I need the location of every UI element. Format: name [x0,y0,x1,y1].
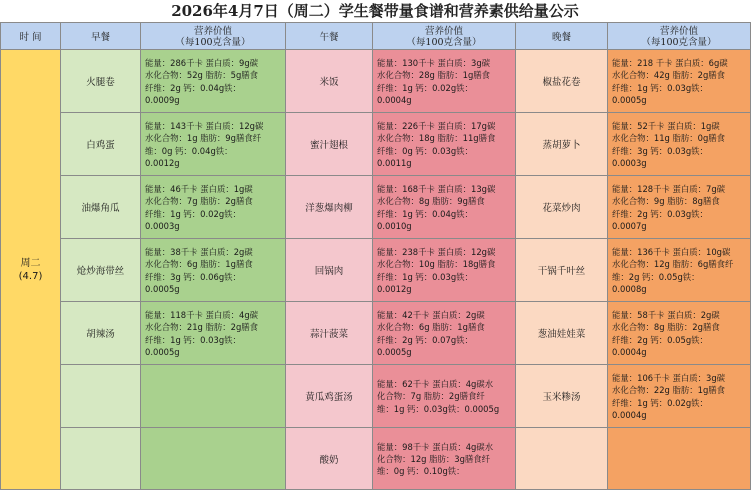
day-cell [1,50,61,490]
nutrition-subtitle: （每100克含量） [406,36,482,48]
dinner-nutrition [608,113,751,176]
nutrition-line: 能量：143千卡 蛋白质：12g碳 [145,121,264,132]
nutrition-line: 0.0012g [377,283,412,294]
breakfast-nutrition [141,113,286,176]
lunch-nutrition [373,176,516,239]
nutrition-line: 水化合物：10g 脂肪：18g膳食 [377,259,496,270]
nutrition-line: 纤维：1g 钙：0.02g铁： [377,82,473,93]
nutrition-subtitle: （每100克含量） [641,36,717,48]
nutrition-line: 水化合物：21g 脂肪：2g膳食 [145,322,259,333]
day-label: 周二 [20,257,41,269]
header-dinner: 晚餐 [516,23,608,50]
nutrition-line: 能量：52千卡 蛋白质：1g碳 [612,121,720,132]
breakfast-nutrition [141,50,286,113]
nutrition-line: 0.0007g [612,220,647,231]
nutrition-line: 0.0005g [612,94,647,105]
nutrition-line: 0.0004g [377,94,412,105]
nutrition-line: 0.0011g [377,157,412,168]
nutrition-line: 能量：38千卡 蛋白质：2g碳 [145,247,253,258]
nutrition-line: 能量：286千卡 蛋白质：9g碳 [145,58,259,69]
nutrition-line: 能量：238千卡 蛋白质：12g碳 [377,247,496,258]
nutrition-line: 纤维：1g 钙：0.03g铁： [145,334,241,345]
nutrition-line: 纤维：1g 钙：0.03g铁： [612,82,708,93]
lunch-nutrition [373,302,516,365]
lunch-dish-name: 米饭 [286,50,373,113]
header-lunch: 午餐 [286,23,373,50]
dinner-dish-name: 蒸胡萝卜 [516,113,608,176]
lunch-nutrition [373,239,516,302]
nutrition-line: 能量：218 千卡 蛋白质：6g碳 [612,58,728,69]
nutrition-line: 纤维：2g 钙：0.07g铁： [377,334,473,345]
nutrition-line: 0.0004g [612,409,647,420]
nutrition-line: 0.0005g [145,283,180,294]
nutrition-line: 纤维：1g 钙：0.04g铁： [377,208,473,219]
dinner-dish-name: 玉米糁汤 [516,365,608,428]
nutrition-line: 0.0008g [612,283,647,294]
nutrition-line: 水化合物：22g 脂肪：1g膳食 [612,385,726,396]
table-row [1,365,751,428]
nutrition-line: 能量：128千卡 蛋白质：7g碳 [612,184,726,195]
table-row [1,428,751,490]
dinner-dish-name: 干锅千叶丝 [516,239,608,302]
nutrition-line: 能量：46千卡 蛋白质：1g碳 [145,184,253,195]
nutrition-line: 水化合物：8g 脂肪：2g膳食 [612,322,720,333]
nutrition-line: 水化合物：6g 脂肪：1g膳食 [145,259,253,270]
dinner-nutrition [608,365,751,428]
lunch-dish-name: 回锅肉 [286,239,373,302]
nutrition-line: 0.0005g [377,346,412,357]
table-row [1,302,751,365]
nutrition-line: 水化合物：52g 脂肪：5g膳食 [145,70,259,81]
nutrition-line: 能量：58千卡 蛋白质：2g碳 [612,310,720,321]
nutrition-line: 维：2g 钙：0.05g铁： [612,271,700,282]
nutrition-line: 0.0005g [145,346,180,357]
nutrition-line: 化合物：12g 脂肪：3g膳食纤 [377,453,491,464]
nutrition-line: 水化合物：7g 脂肪：2g膳食 [145,196,253,207]
lunch-dish-name: 蒜汁菠菜 [286,302,373,365]
nutrition-line: 能量：226千卡 蛋白质：17g碳 [377,121,496,132]
nutrition-title: 营养价值 [659,25,698,37]
table-row [1,113,751,176]
nutrition-line: 能量：136千卡 蛋白质：10g碳 [612,247,731,258]
nutrition-line: 纤维：1g 钙：0.02g铁： [145,208,241,219]
lunch-dish-name: 蜜汁翅根 [286,113,373,176]
nutrition-line: 水化合物：28g 脂肪：1g膳食 [377,70,491,81]
lunch-dish-name: 黄瓜鸡蛋汤 [286,365,373,428]
table-row [1,176,751,239]
nutrition-line: 0.0009g [145,94,180,105]
header-breakfast-nutrition [141,23,286,50]
breakfast-dish-name: 胡辣汤 [61,302,141,365]
nutrition-line: 0.0012g [145,157,180,168]
lunch-nutrition [373,428,516,490]
nutrition-line: 水化合物：42g 脂肪：2g膳食 [612,70,726,81]
nutrition-line: 能量：118千卡 蛋白质：4g碳 [145,310,259,321]
header-time: 时 间 [1,23,61,50]
nutrition-line: 水化合物：18g 脂肪：11g膳食 [377,133,496,144]
lunch-nutrition [373,113,516,176]
nutrition-line: 水化合物：8g 脂肪：9g膳食 [377,196,485,207]
nutrition-line: 水化合物：9g 脂肪：8g膳食 [612,196,720,207]
breakfast-nutrition [141,302,286,365]
header-row [1,23,751,50]
nutrition-line: 0.0003g [612,157,647,168]
header-breakfast: 早餐 [61,23,141,50]
breakfast-nutrition [141,239,286,302]
breakfast-nutrition [141,365,286,428]
breakfast-dish-name [61,428,141,490]
nutrition-line: 0.0004g [612,346,647,357]
table-row [1,239,751,302]
page-title: 2026年4月7日（周二）学生餐带量食谱和营养素供给量公示 [171,2,579,20]
breakfast-dish-name: 炝炒海带丝 [61,239,141,302]
nutrition-line: 能量：106千卡 蛋白质：3g碳 [612,373,726,384]
nutrition-line: 水化合物：12g 脂肪：6g膳食纤 [612,259,734,270]
header-dinner-nutrition [608,23,751,50]
dinner-dish-name [516,428,608,490]
breakfast-dish-name [61,365,141,428]
meal-table [0,22,751,490]
lunch-dish-name: 酸奶 [286,428,373,490]
dinner-dish-name: 葱油娃娃菜 [516,302,608,365]
nutrition-line: 纤维：3g 钙：0.06g铁： [145,271,241,282]
dinner-dish-name: 椒盐花卷 [516,50,608,113]
lunch-dish-name: 洋葱爆肉柳 [286,176,373,239]
dinner-dish-name: 花菜炒肉 [516,176,608,239]
dinner-nutrition [608,239,751,302]
nutrition-line: 维：1g 钙：0.03g铁：0.0005g [377,403,500,414]
nutrition-line: 水化合物：1g 脂肪：9g膳食纤 [145,133,262,144]
nutrition-line: 维：0g 钙：0.10g铁： [377,466,465,477]
nutrition-line: 纤维：1g 钙：0.02g铁： [612,397,708,408]
nutrition-line: 水化合物：11g 脂肪：0g膳食 [612,133,726,144]
nutrition-title: 营养价值 [424,25,463,37]
dinner-nutrition [608,176,751,239]
lunch-nutrition [373,365,516,428]
day-date: (4.7) [18,270,43,282]
breakfast-dish-name: 油爆角瓜 [61,176,141,239]
nutrition-line: 能量：98千卡 蛋白质：4g碳水 [377,441,494,452]
nutrition-line: 能量：130千卡 蛋白质：3g碳 [377,58,491,69]
breakfast-nutrition [141,176,286,239]
nutrition-line: 水化合物：6g 脂肪：1g膳食 [377,322,485,333]
header-lunch-nutrition [373,23,516,50]
dinner-nutrition [608,428,751,490]
nutrition-line: 纤维：2g 钙：0.04g铁： [145,82,241,93]
nutrition-title: 营养价值 [193,25,232,37]
nutrition-line: 维：0g 钙：0.04g铁： [145,145,233,156]
lunch-nutrition [373,50,516,113]
nutrition-line: 0.0010g [377,220,412,231]
nutrition-line: 能量：42千卡 蛋白质：2g碳 [377,310,485,321]
breakfast-dish-name: 白鸡蛋 [61,113,141,176]
dinner-nutrition [608,302,751,365]
nutrition-line: 纤维：1g 钙：0.03g铁： [377,271,473,282]
nutrition-line: 化合物：7g 脂肪：2g膳食纤 [377,391,485,402]
nutrition-line: 纤维：2g 钙：0.03g铁： [612,208,708,219]
nutrition-line: 纤维：2g 钙：0.05g铁： [612,334,708,345]
nutrition-line: 纤维：3g 钙：0.03g铁： [612,145,708,156]
nutrition-subtitle: （每100克含量） [175,36,251,48]
nutrition-line: 能量：168千卡 蛋白质：13g碳 [377,184,496,195]
breakfast-nutrition [141,428,286,490]
nutrition-line: 纤维：0g 钙：0.03g铁： [377,145,473,156]
table-row [1,50,751,113]
nutrition-line: 0.0003g [145,220,180,231]
nutrition-line: 能量：62千卡 蛋白质：4g碳水 [377,379,494,390]
dinner-nutrition [608,50,751,113]
breakfast-dish-name: 火腿卷 [61,50,141,113]
